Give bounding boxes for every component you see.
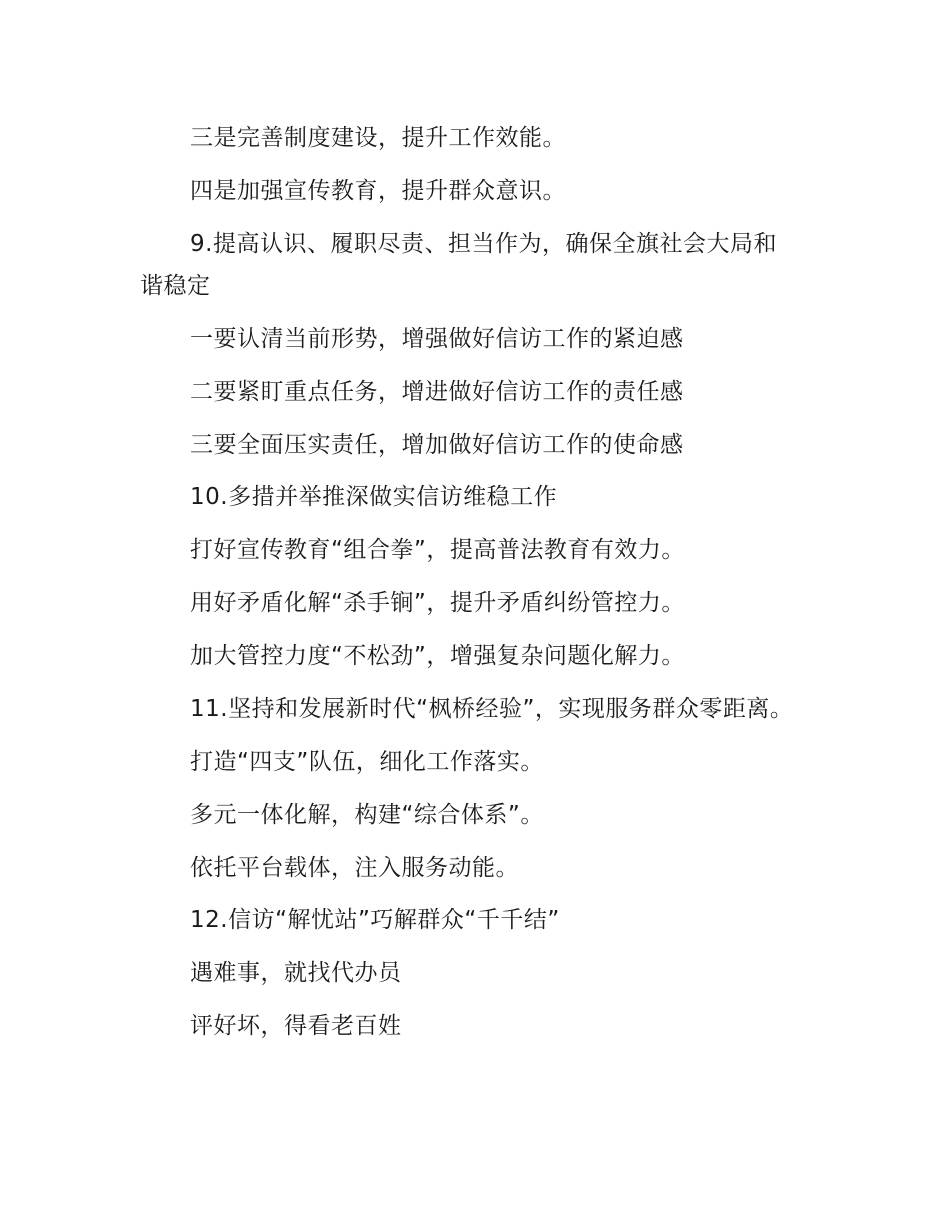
- paragraph-line: 多元一体化解，构建“综合体系”。: [190, 802, 544, 828]
- section-heading-9: 9.提高认识、履职尽责、担当作为，确保全旗社会大局和: [190, 231, 777, 257]
- section-heading-10: 10.多措并举推深做实信访维稳工作: [190, 484, 558, 510]
- paragraph-line: 四是加强宣传教育，提升群众意识。: [190, 178, 566, 204]
- section-heading-9-continued: 谐稳定: [140, 273, 211, 299]
- paragraph-line: 三是完善制度建设，提升工作效能。: [190, 125, 566, 151]
- paragraph-line: 二要紧盯重点任务，增进做好信访工作的责任感: [190, 379, 684, 405]
- paragraph-line: 评好坏，得看老百姓: [190, 1013, 402, 1039]
- paragraph-line: 依托平台载体，注入服务动能。: [190, 855, 519, 881]
- paragraph-line: 打造“四支”队伍，细化工作落实。: [190, 749, 544, 775]
- section-heading-11: 11.坚持和发展新时代“枫桥经验”，实现服务群众零距离。: [190, 696, 794, 722]
- paragraph-line: 用好矛盾化解“杀手锏”，提升矛盾纠纷管控力。: [190, 590, 685, 616]
- paragraph-line: 加大管控力度“不松劲”，增强复杂问题化解力。: [190, 643, 685, 669]
- paragraph-line: 遇难事，就找代办员: [190, 960, 402, 986]
- paragraph-line: 一要认清当前形势，增强做好信访工作的紧迫感: [190, 326, 684, 352]
- paragraph-line: 三要全面压实责任，增加做好信访工作的使命感: [190, 432, 684, 458]
- paragraph-line: 打好宣传教育“组合拳”，提高普法教育有效力。: [190, 537, 685, 563]
- section-heading-12: 12.信访“解忧站”巧解群众“千千结”: [190, 907, 560, 933]
